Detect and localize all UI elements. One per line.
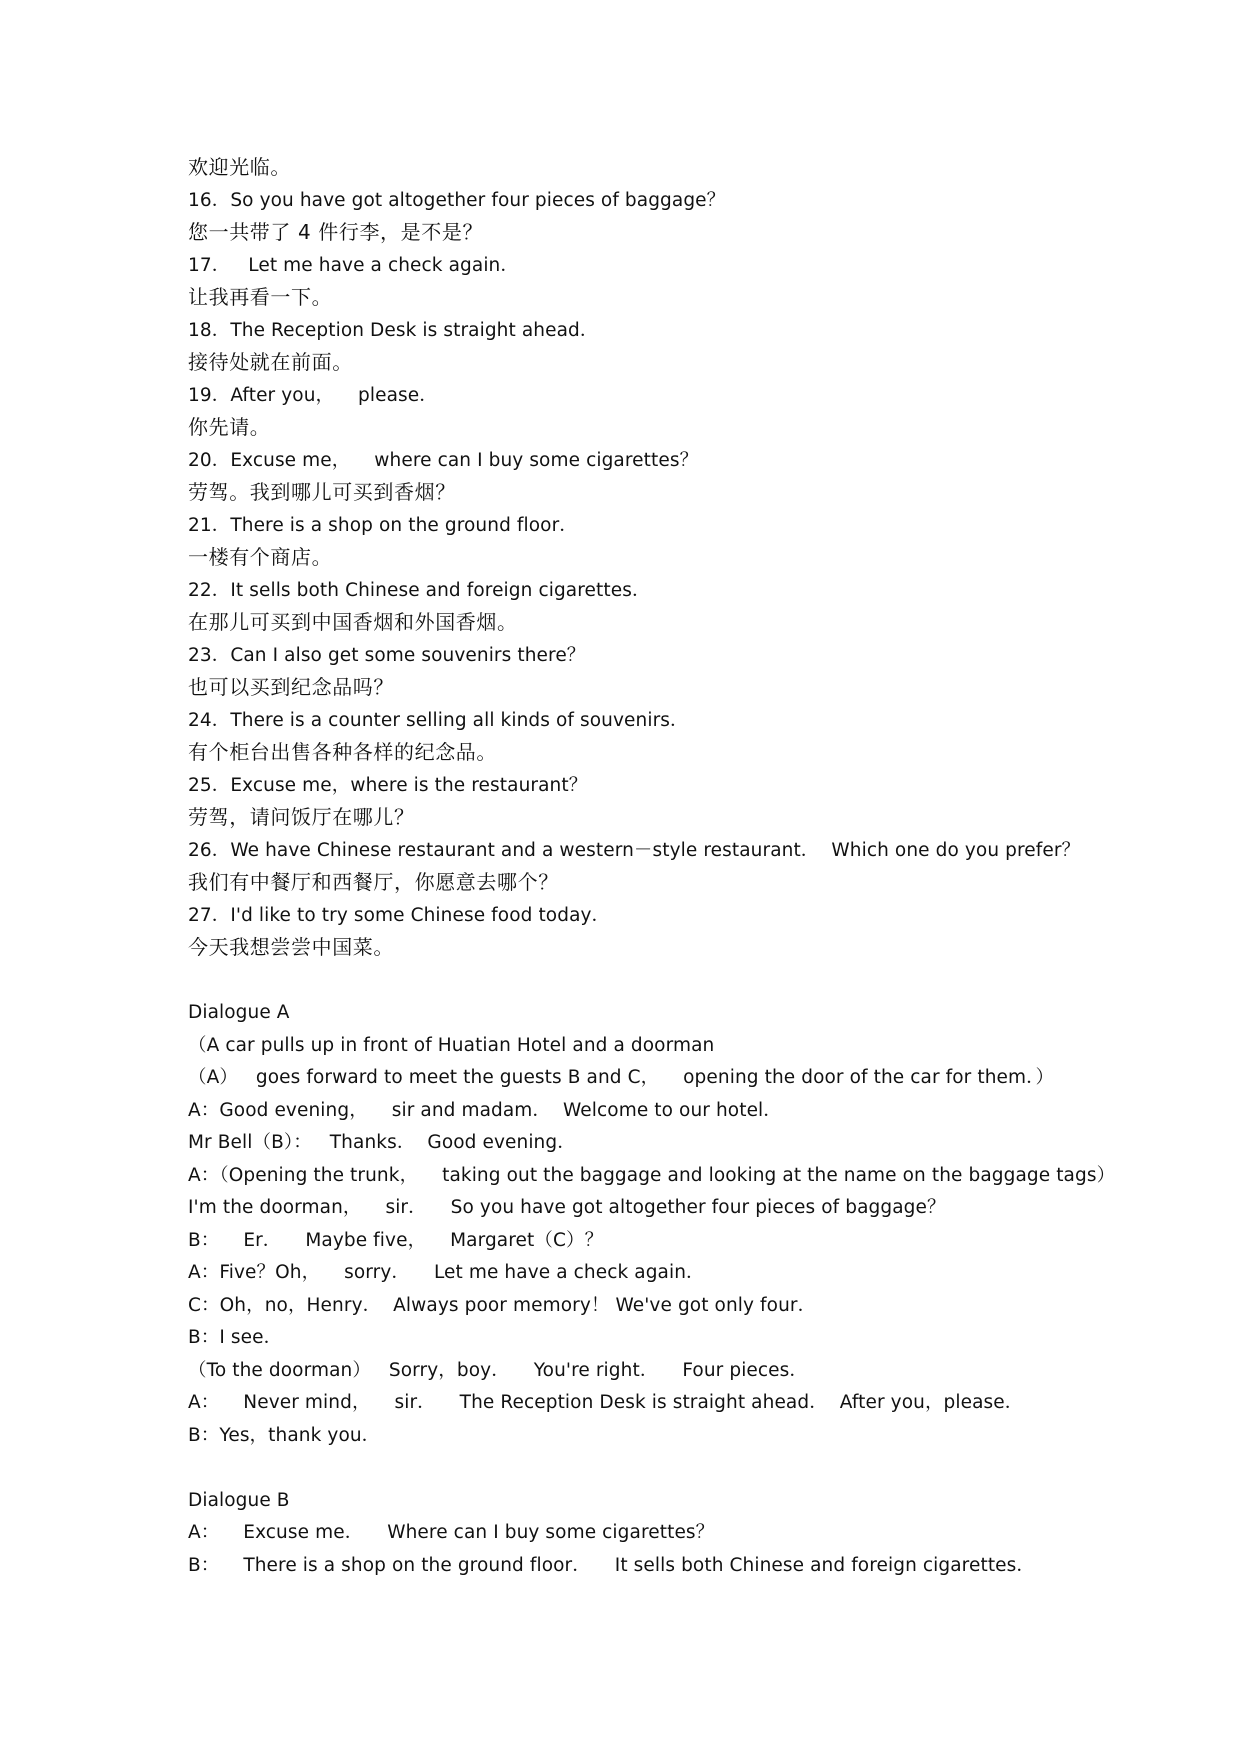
dialogue-line: （To the doorman） Sorry，boy． You're right． Four pieces． xyxy=(188,1360,809,1381)
numbered-sentence-20: 20．Excuse me， where can I buy some cigarettes？ xyxy=(188,450,699,471)
section-heading-dialogue-b: Dialogue B xyxy=(188,1490,290,1511)
numbered-sentence-25: 25．Excuse me，where is the restaurant？ xyxy=(188,775,588,796)
dialogue-line: （A） goes forward to meet the guests B and C， opening the door of the car for them．） xyxy=(188,1067,1055,1088)
dialogue-line: A：Five？Oh， sorry． Let me have a check again． xyxy=(188,1262,705,1283)
dialogue-line: A：Good evening， sir and madam． Welcome to our hotel． xyxy=(188,1100,782,1121)
dialogue-line: （A car pulls up in front of Huatian Hotel and a doorman xyxy=(188,1035,715,1056)
dialogue-line: B： Er． Maybe five， Margaret（C）？ xyxy=(188,1230,604,1251)
translation-27: 今天我想尝尝中国菜。 xyxy=(188,935,394,959)
text-line: 欢迎光临。 xyxy=(188,155,291,179)
dialogue-line: B： There is a shop on the ground floor． It sells both Chinese and foreign cigarettes． xyxy=(188,1555,1035,1576)
numbered-sentence-26: 26．We have Chinese restaurant and a western－style restaurant． Which one do you prefer？ xyxy=(188,840,1081,861)
numbered-sentence-16: 16．So you have got altogether four pieces of baggage？ xyxy=(188,190,726,211)
translation-19: 你先请。 xyxy=(188,415,271,439)
translation-23: 也可以买到纪念品吗？ xyxy=(188,675,394,699)
dialogue-line: A： Never mind， sir． The Reception Desk is straight ahead． After you，please． xyxy=(188,1392,1024,1413)
translation-26: 我们有中餐厅和西餐厅，你愿意去哪个？ xyxy=(188,870,559,894)
numbered-sentence-23: 23．Can I also get some souvenirs there？ xyxy=(188,645,586,666)
numbered-sentence-22: 22．It sells both Chinese and foreign cigarettes． xyxy=(188,580,651,601)
dialogue-line: A： Excuse me． Where can I buy some cigarettes？ xyxy=(188,1522,715,1543)
section-heading-dialogue-a: Dialogue A xyxy=(188,1002,290,1023)
numbered-sentence-27: 27．I'd like to try some Chinese food today． xyxy=(188,905,611,926)
translation-17: 让我再看一下。 xyxy=(188,285,333,309)
numbered-sentence-24: 24．There is a counter selling all kinds of souvenirs． xyxy=(188,710,689,731)
numbered-sentence-17: 17． Let me have a check again． xyxy=(188,255,519,276)
numbered-sentence-18: 18．The Reception Desk is straight ahead． xyxy=(188,320,599,341)
translation-21: 一楼有个商店。 xyxy=(188,545,333,569)
numbered-sentence-21: 21．There is a shop on the ground floor． xyxy=(188,515,578,536)
dialogue-line: B：I see． xyxy=(188,1327,283,1348)
translation-25: 劳驾，请问饭厅在哪儿？ xyxy=(188,805,415,829)
dialogue-line: C：Oh，no，Henry． Always poor memory！ We've got only four． xyxy=(188,1295,817,1316)
translation-22: 在那儿可买到中国香烟和外国香烟。 xyxy=(188,610,518,634)
dialogue-line: I'm the doorman， sir． So you have got altogether four pieces of baggage？ xyxy=(188,1197,946,1218)
dialogue-line: B：Yes，thank you． xyxy=(188,1425,381,1446)
translation-24: 有个柜台出售各种各样的纪念品。 xyxy=(188,740,497,764)
translation-20: 劳驾。我到哪儿可买到香烟？ xyxy=(188,480,456,504)
dialogue-line: A：（Opening the trunk， taking out the baggage and looking at the name on the baggage tags） xyxy=(188,1165,1116,1186)
translation-16: 您一共带了 4 件行李，是不是？ xyxy=(188,220,484,244)
dialogue-line: Mr Bell（B）： Thanks． Good evening． xyxy=(188,1132,576,1153)
translation-18: 接待处就在前面。 xyxy=(188,350,353,374)
numbered-sentence-19: 19．After you， please． xyxy=(188,385,438,406)
